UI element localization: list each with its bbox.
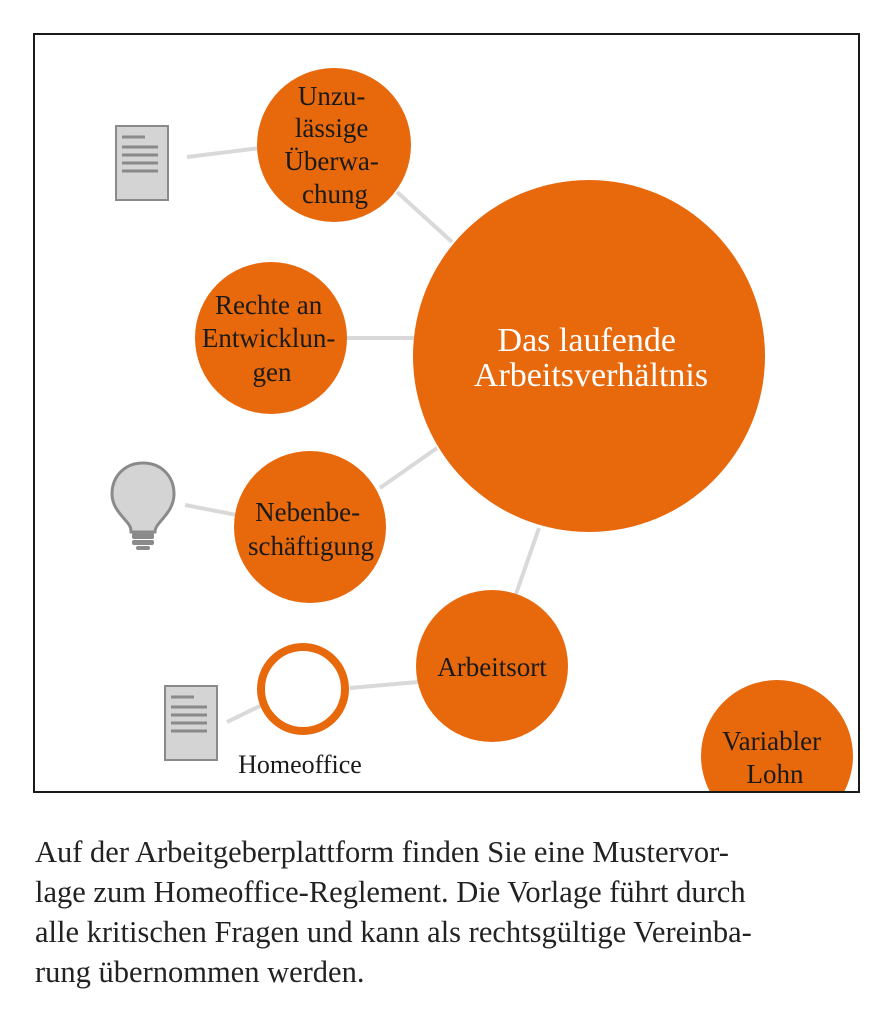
connector-doc-homeoffice (227, 705, 262, 722)
caption-line: rung übernommen werden. (35, 955, 365, 989)
node-label-line: Nebenbe- (255, 497, 361, 527)
node-label-line: Entwicklun- (201, 323, 336, 353)
caption-line: alle kritischen Fragen und kann als rechtsgültige Vereinba- (35, 915, 752, 949)
node-label-line: Überwa- (284, 146, 379, 176)
connector-arbeitsort-homeoffice (350, 682, 418, 688)
diagram-frame (33, 33, 860, 793)
connector-doc-ueberwachung (187, 148, 260, 157)
caption-line: Auf der Arbeitgeberplattform finden Sie eine Mustervor- (35, 835, 729, 869)
node-label-line: Arbeitsort (437, 652, 547, 682)
connector-bulb-nebenbeschaeftigung (185, 505, 237, 515)
node-label-line: schäftigung (248, 531, 374, 561)
lightbulb-icon (112, 463, 174, 550)
node-arbeitsort-label (437, 652, 547, 682)
node-label-line: Lohn (746, 759, 804, 789)
node-nebenbeschaeftigung-circle (234, 451, 386, 603)
mind-map-diagram (33, 33, 860, 793)
node-label-line: lässige (294, 113, 369, 143)
node-label-line: chung (302, 179, 368, 209)
document-icon (165, 686, 217, 760)
node-label-line: gen (252, 357, 292, 387)
hub-label-line: Arbeitsverhältnis (473, 357, 709, 394)
connector-hub-nebenbeschaeftigung (380, 448, 437, 488)
hub-label-line: Das laufende (497, 322, 676, 359)
homeoffice-ring (261, 647, 345, 731)
connector-hub-ueberwachung (397, 192, 452, 242)
node-label-line: Variabler (722, 726, 822, 756)
node-label-line: Rechte an (215, 290, 323, 320)
hub-label (474, 322, 708, 394)
homeoffice-label: Homeoffice (238, 750, 362, 779)
caption-line: lage zum Homeoffice-Reglement. Die Vorlage führt durch (35, 875, 746, 909)
caption-paragraph (35, 832, 865, 992)
node-label-line: Unzu- (297, 81, 366, 111)
document-icon (116, 126, 168, 200)
connector-hub-arbeitsort (516, 528, 539, 594)
